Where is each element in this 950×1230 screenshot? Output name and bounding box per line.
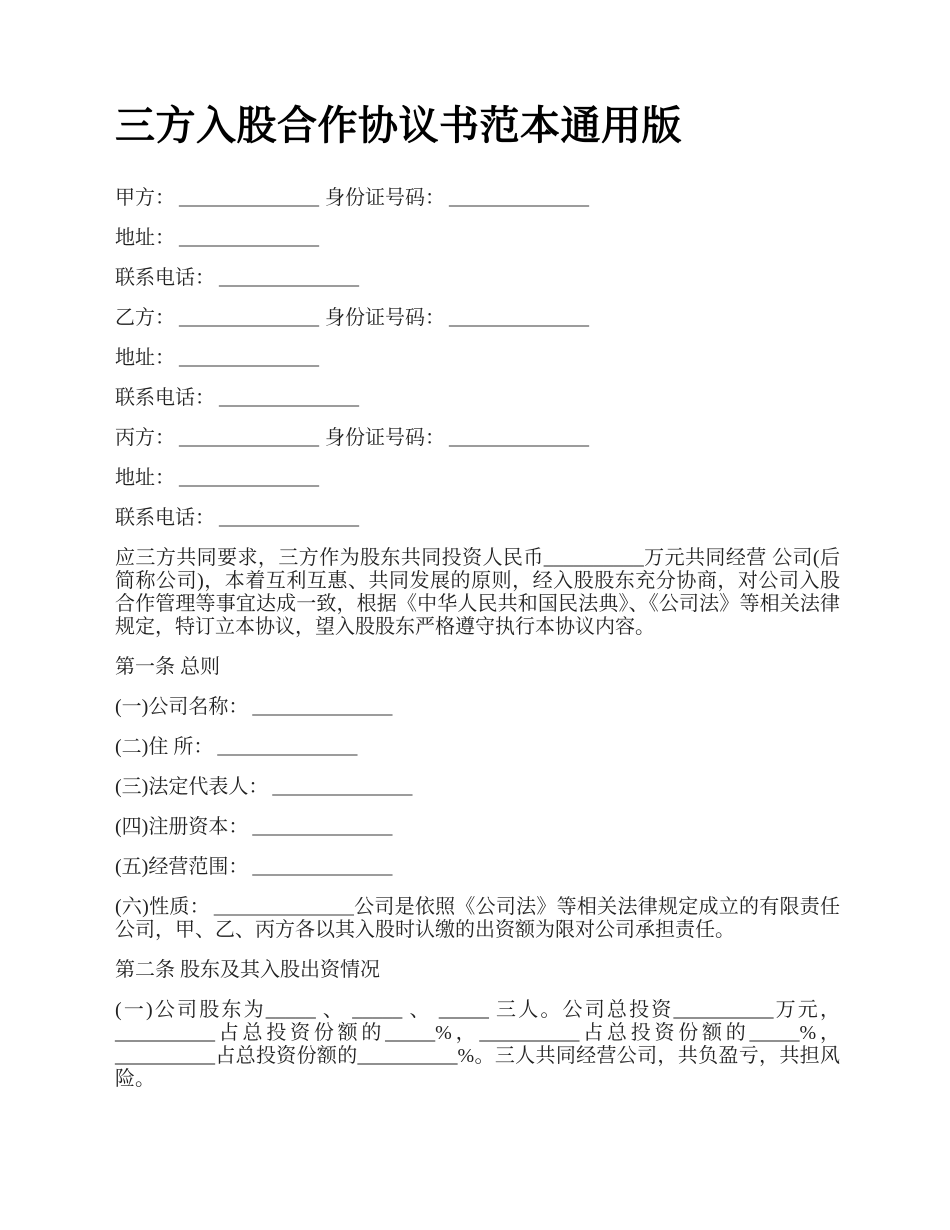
- article1-item-business-scope: [115, 856, 840, 879]
- party-c-phone-row: [115, 507, 840, 530]
- article1-item-registered-capital: [115, 816, 840, 839]
- party-b-address-row: [115, 347, 840, 370]
- document-title: 三方入股合作协议书范本通用版: [115, 104, 682, 148]
- party-a-phone-blank: ______________: [219, 267, 359, 289]
- article2-heading: 第二条 股东及其入股出资情况: [115, 959, 380, 981]
- business-scope-label: (五)经营范围：: [115, 856, 249, 878]
- residence-blank: ______________: [217, 736, 358, 758]
- party-b-id-label: 身份证号码：: [325, 307, 445, 329]
- party-a-phone-label: 联系电话：: [115, 267, 215, 289]
- party-c-address-row: [115, 467, 840, 490]
- article1-item-company-name: [115, 696, 840, 719]
- registered-capital-label: (四)注册资本：: [115, 816, 249, 838]
- party-a-address-label: 地址：: [115, 227, 175, 249]
- legal-rep-label: (三)法定代表人：: [115, 776, 269, 798]
- party-b-address-label: 地址：: [115, 347, 175, 369]
- party-c-address-blank: ______________: [179, 467, 319, 489]
- party-a-id-label: 身份证号码：: [325, 187, 445, 209]
- party-b-phone-blank: ______________: [219, 387, 359, 409]
- party-a-role-label: 甲方：: [115, 187, 175, 209]
- preamble-paragraph: 应三方共同要求，三方作为股东共同投资人民币__________万元共同经营 公司(后简称公司)，本着互利互惠、共同发展的原则，经入股股东充分协商，对公司入股合作管理等事宜达成一致，根据《中华人民共和国民法典》、《公司法》等相关法律规定，特订立本协议，望入股股东严格遵守执行本协议内容。: [115, 547, 840, 638]
- party-a-address-blank: ______________: [179, 227, 319, 249]
- registered-capital-blank: ______________: [252, 816, 393, 838]
- party-b-phone-row: [115, 387, 840, 410]
- party-c-phone-label: 联系电话：: [115, 507, 215, 529]
- article1-item-legal-rep: [115, 776, 840, 799]
- party-a-address-row: [115, 227, 840, 250]
- nature-label: (六)性质：: [115, 896, 210, 918]
- company-name-label: (一)公司名称：: [115, 696, 249, 718]
- party-b-address-blank: ______________: [179, 347, 319, 369]
- residence-label: (二)住 所：: [115, 736, 214, 758]
- party-c-phone-blank: ______________: [219, 507, 359, 529]
- party-c-id-blank: ______________: [449, 427, 589, 449]
- party-b-id-blank: ______________: [449, 307, 589, 329]
- article1-item-nature: [115, 896, 840, 942]
- party-a-id-blank: ______________: [449, 187, 589, 209]
- party-c-role-row: [115, 427, 840, 450]
- party-b-role-row: [115, 307, 840, 330]
- party-a-role-row: [115, 187, 840, 210]
- party-a-name-blank: ______________: [179, 187, 319, 209]
- party-c-address-label: 地址：: [115, 467, 175, 489]
- party-c-role-label: 丙方：: [115, 427, 175, 449]
- party-b-phone-label: 联系电话：: [115, 387, 215, 409]
- article1-item-residence: [115, 736, 840, 759]
- company-name-blank: ______________: [252, 696, 393, 718]
- party-b-role-label: 乙方：: [115, 307, 175, 329]
- business-scope-blank: ______________: [252, 856, 393, 878]
- party-b-name-blank: ______________: [179, 307, 319, 329]
- legal-rep-blank: ______________: [272, 776, 413, 798]
- party-b-section: [115, 307, 840, 410]
- party-c-section: [115, 427, 840, 530]
- article1-heading: 第一条 总则: [115, 656, 220, 678]
- article2-item-shareholders: (一)公司股东为_____ 、 _____ 、 _____ 三人。公司总投资__________万元，__________占总投资份额的_____%，__________占总投资份额的_____%，__________占总投资份额的__________%。三人共同经营公司，共负盈亏，共担风险。: [115, 999, 840, 1090]
- party-a-phone-row: [115, 267, 840, 290]
- nature-text: 公司是依照《公司法》等相关法律规定成立的有限责任公司，甲、乙、丙方各以其入股时认缴的出资额为限对公司承担责任。: [115, 896, 840, 941]
- party-c-name-blank: ______________: [179, 427, 319, 449]
- party-c-id-label: 身份证号码：: [325, 427, 445, 449]
- nature-blank: ______________: [213, 896, 354, 918]
- party-a-section: [115, 187, 840, 290]
